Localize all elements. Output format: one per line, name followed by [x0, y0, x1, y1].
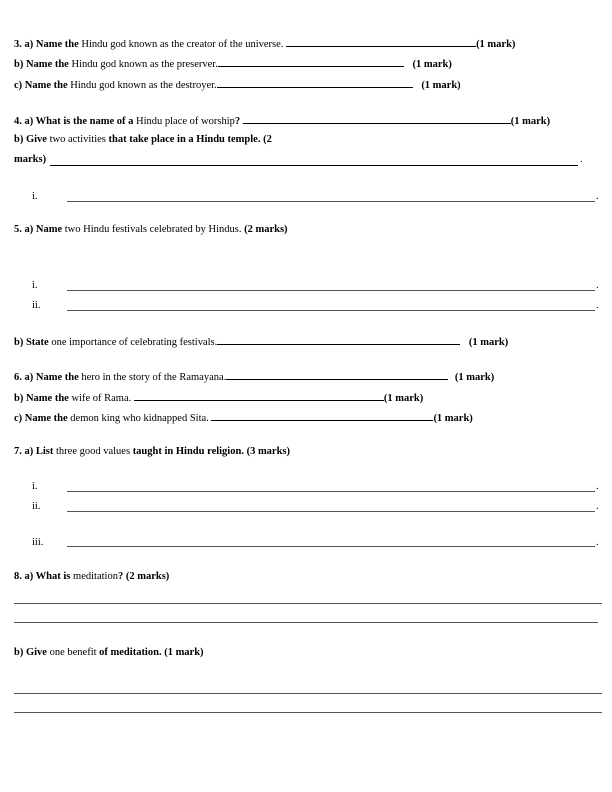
- q5a-item-ii-line[interactable]: [67, 310, 595, 311]
- q4b-label: b) Give: [14, 134, 47, 145]
- q4b-end-dot: .: [580, 154, 583, 165]
- q4a-text: Hindu place of worship: [133, 116, 235, 127]
- q5b-answer-blank[interactable]: [217, 335, 460, 345]
- q3b-mark: (1 mark): [412, 59, 452, 70]
- q7a-line: [14, 446, 290, 458]
- q7a-item-iii-line[interactable]: [67, 546, 595, 547]
- q5a-item-i-line[interactable]: [67, 290, 595, 291]
- q5a-item-ii-dot: .: [596, 300, 599, 311]
- q7a-item-i-dot: .: [596, 481, 599, 492]
- q4a-label: 4. a) What is the name of a: [14, 116, 134, 127]
- q3c-line: [14, 78, 461, 92]
- q8b-answer-line-1[interactable]: [14, 693, 602, 694]
- q5a-label: 5. a) Name: [14, 224, 63, 235]
- q3c-mark: (1 mark): [421, 80, 461, 91]
- q4b-line: [14, 134, 272, 146]
- q3a-text: Hindu god known as the creator of the universe.: [78, 39, 287, 50]
- q5a-item-i-number: i.: [32, 280, 38, 291]
- q4b-answer-line[interactable]: [50, 165, 578, 166]
- q3a-label: 3. a) Name the: [14, 39, 79, 50]
- q4b-label-2: that take place in a Hindu temple. (2: [108, 134, 272, 145]
- q6a-line: [14, 370, 494, 384]
- q7a-item-i-number: i.: [32, 481, 38, 492]
- q8b-label: b) Give: [14, 647, 47, 658]
- q6a-answer-blank[interactable]: [226, 370, 448, 380]
- q4b-marks: marks): [14, 154, 47, 165]
- q3b-answer-blank[interactable]: [218, 57, 404, 67]
- q8b-line: [14, 647, 204, 659]
- q5b-mark: (1 mark): [468, 337, 509, 348]
- q4a-answer-blank[interactable]: [243, 114, 511, 124]
- q3b-text: Hindu god known as the preserver.: [68, 59, 218, 70]
- q7a-item-iii-number: iii.: [32, 537, 44, 548]
- q4b-item-i-line[interactable]: [67, 201, 595, 202]
- q8a-label-2: ? (2 marks): [117, 571, 170, 582]
- q8a-label: 8. a) What is: [14, 571, 71, 582]
- q5b-line: [14, 335, 508, 349]
- q7a-item-iii-dot: .: [596, 537, 599, 548]
- q7a-item-ii-line[interactable]: [67, 511, 595, 512]
- q5a-mark: (2 marks): [244, 224, 288, 235]
- q6c-line: [14, 411, 473, 425]
- q8b-text: one benefit: [46, 647, 100, 658]
- q5b-label: b) State: [14, 337, 49, 348]
- q7a-item-i-line[interactable]: [67, 491, 595, 492]
- q4b-item-i-number: i.: [32, 191, 38, 202]
- q7a-label-2: taught in Hindu religion. (3 marks): [132, 446, 291, 457]
- q8b-answer-line-2[interactable]: [14, 712, 602, 713]
- q5a-item-i-dot: .: [596, 280, 599, 291]
- q5a-text: two Hindu festivals celebrated by Hindus.: [62, 224, 245, 235]
- q8a-answer-line-1[interactable]: [14, 603, 602, 604]
- q7a-text: three good values: [53, 446, 133, 457]
- q8a-answer-line-2[interactable]: [14, 622, 598, 623]
- q8a-text: meditation: [70, 571, 118, 582]
- q6c-answer-blank[interactable]: [211, 411, 433, 421]
- q6b-text: wife of Rama.: [68, 393, 134, 404]
- q3c-text: Hindu god known as the destroyer.: [67, 80, 217, 91]
- q7a-label: 7. a) List: [14, 446, 54, 457]
- q4b-line-2: [14, 154, 46, 166]
- q3a-mark: (1 mark): [476, 39, 516, 50]
- q3a-line: [14, 37, 515, 51]
- q6b-answer-blank[interactable]: [134, 391, 384, 401]
- q4a-mark: (1 mark): [510, 116, 551, 127]
- q8b-label-2: of meditation. (1 mark): [99, 647, 204, 658]
- q5b-text: one importance of celebrating festivals.: [48, 337, 218, 348]
- q4a-line: [14, 114, 550, 128]
- q5a-item-ii-number: ii.: [32, 300, 41, 311]
- q6c-text: demon king who kidnapped Sita.: [67, 413, 212, 424]
- q3c-label: c) Name the: [14, 80, 68, 91]
- q7a-item-ii-dot: .: [596, 501, 599, 512]
- q3a-answer-blank[interactable]: [286, 37, 476, 47]
- q6c-mark: (1 mark): [433, 413, 473, 424]
- q3c-answer-blank[interactable]: [217, 78, 413, 88]
- q3b-label: b) Name the: [14, 59, 69, 70]
- q6a-text: hero in the story of the Ramayana.: [78, 372, 227, 383]
- q6b-line: [14, 391, 423, 405]
- q3b-line: [14, 57, 452, 71]
- q4b-text: two activities: [46, 134, 109, 145]
- q6b-mark: (1 mark): [383, 393, 424, 404]
- q5a-line: [14, 224, 288, 236]
- q4a-qmark: ?: [234, 116, 241, 127]
- q6c-label: c) Name the: [14, 413, 68, 424]
- q6b-label: b) Name the: [14, 393, 69, 404]
- q7a-item-ii-number: ii.: [32, 501, 41, 512]
- q8a-line: [14, 571, 169, 583]
- q4b-item-i-dot: .: [596, 191, 599, 202]
- q6a-mark: (1 mark): [454, 372, 495, 383]
- q6a-label: 6. a) Name the: [14, 372, 79, 383]
